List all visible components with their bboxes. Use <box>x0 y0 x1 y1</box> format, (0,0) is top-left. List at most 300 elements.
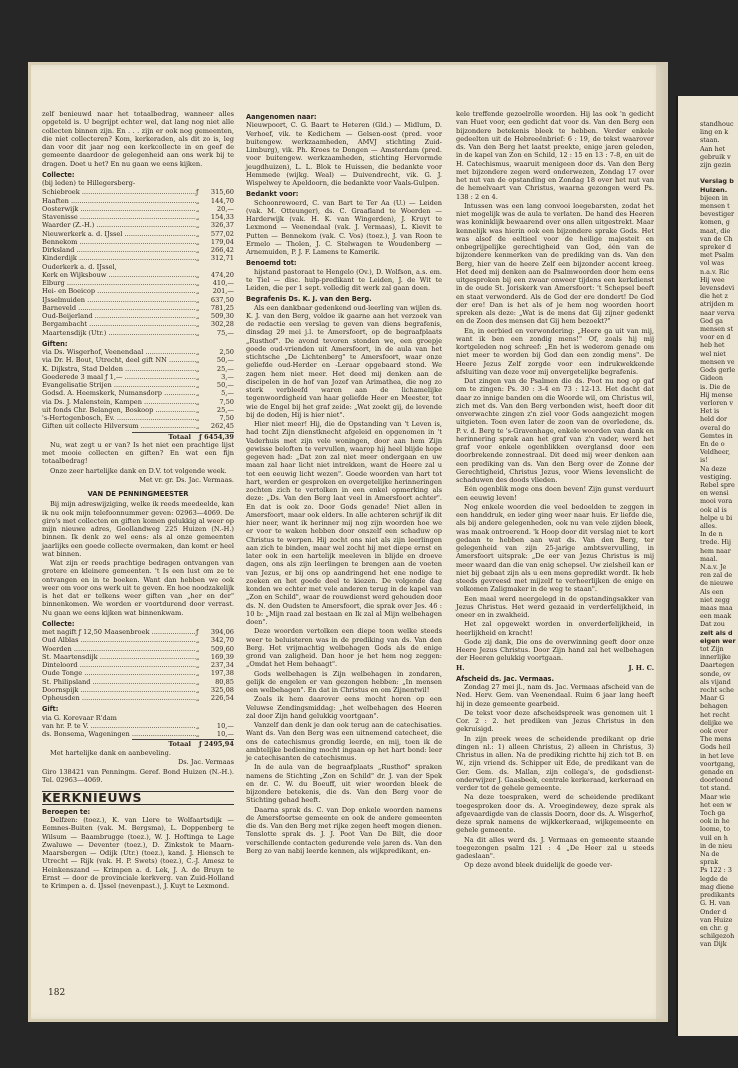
item-label: ds. Bonsema, Wageningen ..... <box>42 730 196 738</box>
currency-mark: „ <box>196 661 200 669</box>
currency-mark: „ <box>196 328 200 337</box>
paragraph: Dat zingen van de Psalmen die ds. Poot nu nog op gaf om te zingen: Ps. 30 : 3-4 en 73 : 12-13. Het dacht dat daar zo innige banden om die Woorde wil, om Christus wil, zich met ds. Van den Berg verbonden wist, heeft door dit onverwachte zingen z'n ziel voor Gods aangezicht mogen uitgieten. Toen even later de zoon van de overledene, ds. P. v. d. Berg te 's-Gravenhage, enkele woorden van dank en herinnering sprak aan het graf van z'n vader, werd het graf voor enkele ogenblikken overglansd door een doorbrekende zonnestraal. Dit deed mij weer denken aan een prediking van ds. Van den Berg over de Zonne der Gerechtigheid, Christus Jezus, voor Wiens levenslicht de schaduwen des doods vlieden. <box>456 377 654 484</box>
item-label: Elburg ..... <box>42 279 196 287</box>
text-line: maas maa <box>700 603 733 612</box>
paragraph: De tekst voor deze afscheidspreek was genomen uit 1 Cor. 2 : 2. het prediken van Jezus Christus in den gekruisigd. <box>456 708 654 734</box>
item-label: met nagift ƒ 12,50 Maasenbroek ..... <box>42 628 196 636</box>
item-amount: 179,04 <box>210 237 234 246</box>
paragraph: zelf benieuwd naar het totaalbedrag, wanneer alles opgeteld is. U begrijpt echter wel, dat lang nog niet alle collecten binnen zijn. En . . . zijn er ook nog gemeenten, die niet collecteren? Kom, kerkeraden, als dit zo is, leg dan voor dit jaar nog een kerkcollecte in en geef de gemeente daardoor de gelegenheid aan ons werk bij te dragen. Doet u het? En nu gaan we eens kijken. <box>42 110 234 168</box>
item-label: Hei- en Boeicop ..... <box>42 287 196 295</box>
item-amount: 7,50 <box>219 414 234 422</box>
text-line: doorloond <box>700 776 733 785</box>
text-line: Na deze <box>700 464 727 473</box>
item-label: via Ds. Wisgerhof, Veenendaal ..... <box>42 348 196 356</box>
item-amount: 75,— <box>216 328 234 337</box>
currency-mark: „ <box>196 270 200 279</box>
text-line: mag diene <box>700 882 734 891</box>
text-line: zijn gezin <box>700 161 731 170</box>
paragraph: Zondag 27 mei jl., nam ds. Jac. Vermaas afscheid van de Ned. Herv. Gem. van Veenendaal. Ruim 6 jaar lang heeft hij in deze gemeente gearbeid. <box>456 683 654 708</box>
text-line: standhouc <box>700 120 734 128</box>
list-item <box>42 254 234 262</box>
text-line: genade en <box>700 768 734 777</box>
item-label: via Ds. J. Malenstein, Kampen ..... <box>42 398 196 406</box>
list-item <box>42 661 234 669</box>
text-line: is! <box>700 456 708 465</box>
item-amount: 20,— <box>216 204 234 213</box>
item-label: Waarder (Z.-H.) ..... <box>42 221 196 229</box>
text-line: Maar G <box>700 694 725 703</box>
text-line: delijke we <box>700 718 733 727</box>
text-line: Maar wie <box>700 792 731 801</box>
list-item <box>42 287 234 295</box>
list-item <box>42 304 234 312</box>
paragraph: Daarna sprak ds. C. van Dop enkele woorden namens de Amersfoortse gemeente en ook de andere gemeenten die ds. Van den Berg met rijke zegen heeft mogen dienen. Tenslotte sprak ds. J. J. Poot Van De Bilt, die door verschillende contacten gedurende vele jaren ds. Van den Berg zo van nabij leerde kennen, als wijkpredikant, en- <box>246 805 442 855</box>
list-item <box>42 188 234 196</box>
currency-mark: „ <box>196 254 200 263</box>
currency-mark: „ <box>196 669 200 678</box>
item-amount: 302,28 <box>210 320 234 329</box>
list-item <box>42 329 234 337</box>
item-amount: 315,60 <box>210 188 234 197</box>
item-label: Ouderkerk a. d. IJssel, <box>42 262 117 271</box>
currency-mark: „ <box>196 721 200 730</box>
giro-text: Giro 138421 van Penningm. Geref. Bond Huizen (N.-H.). Tel. 02963—4069. <box>42 768 234 785</box>
thanks-text: Onze zeer hartelijke dank en D.V. tot volgende week. <box>50 466 227 475</box>
text-line: staan. <box>700 136 720 145</box>
paragraph: Het zal opgewekt worden in onverderfelijkheid, in heerlijkheid en kracht! <box>456 620 654 637</box>
aangenomen-heading: Aangenomen naar: <box>246 113 317 121</box>
total-value: ƒ 6454,39 <box>199 432 234 441</box>
text-line: Gods gerle <box>700 366 736 375</box>
text-line: voor en d <box>700 333 731 342</box>
text-line: niet zegg <box>700 595 730 604</box>
text-line: maal. <box>700 554 718 563</box>
currency-mark: „ <box>196 636 200 645</box>
currency-mark: „ <box>196 303 200 312</box>
item-label: 's-Hertogenbosch, Ev. ..... <box>42 414 196 422</box>
column-2 <box>246 110 442 856</box>
benoemd-heading: Benoemd tot: <box>246 259 297 268</box>
list-item <box>42 381 234 389</box>
text-line: komen, g <box>700 218 730 227</box>
total2-row <box>132 739 234 748</box>
bedankt-heading: Bedankt voor: <box>246 190 299 199</box>
item-amount: 144,70 <box>210 196 234 205</box>
item-amount: 474,20 <box>210 270 234 279</box>
list-item <box>42 389 234 397</box>
text-line: predikants <box>700 891 735 900</box>
list-item <box>42 373 234 381</box>
currency-mark: „ <box>196 287 200 296</box>
text-line: ook in he <box>700 817 730 826</box>
benoemd-text: hijstand pastoraat te Hengelo (Ov.), D. Wolfson, a.s. em. te Tiel — disc. hulp-predikant te Leiden, J. de Wit te Leiden, die per 1 sept. volledig dit werk zal gaan doen. <box>246 267 442 292</box>
text-line: Gemtes in <box>700 431 733 440</box>
item-label: St. Philipsland ..... <box>42 678 196 686</box>
adjacent-page <box>676 96 738 1036</box>
list-item <box>42 406 234 414</box>
item-amount: 201,— <box>212 287 234 296</box>
text-line: Daartegen <box>700 661 735 670</box>
text-line: Hij mense <box>700 390 733 399</box>
list-item <box>42 678 234 686</box>
text-line: in het leve <box>700 751 734 760</box>
adjacent-page-text <box>700 120 738 949</box>
collecte2-heading: Collecte: <box>42 619 75 628</box>
item-label: Stavenisse ..... <box>42 213 196 221</box>
item-label: Schiebroek ..... <box>42 188 196 196</box>
item-label: St. Maartensdijk ..... <box>42 653 196 661</box>
text-line: In de n <box>700 530 723 539</box>
item-amount: 577,02 <box>210 229 234 238</box>
item-amount: 781,25 <box>210 303 234 312</box>
list-item <box>42 279 234 287</box>
item-label: Godsd. A. Heemskerk, Numansdorp ..... <box>42 389 196 397</box>
currency-mark: „ <box>196 644 200 653</box>
text-line: die het z <box>700 292 728 301</box>
begrafenis-continued <box>456 110 654 663</box>
currency-mark: „ <box>196 279 200 287</box>
item-amount: 3,— <box>221 372 234 381</box>
paragraph: Gode zij dank, Die ons de overwinning geeft door onze Heere Jezus Christus. Door Zijn hand zal het welbehagen der Heeren gelukkig voortgaan. <box>456 637 654 663</box>
item-amount: 7,50 <box>219 397 234 406</box>
text-line: vestiging. <box>700 472 732 481</box>
list-item <box>42 398 234 406</box>
afscheid-text <box>456 683 654 870</box>
text-line: eigen wer <box>700 636 736 645</box>
paragraph: In de aula van de begraafplaats „Rusthof" spraken namens de Stichting „Zon en Schild" dr. J. van der Spek en dr. C. W. du Boeuff, uit wier woorden bleek de bijzondere betekenis, die ds. Van den Berg voor de Stichting gehad heeft. <box>246 763 442 805</box>
penningmeester-text <box>42 500 234 617</box>
item-amount: 237,34 <box>210 661 234 669</box>
text-line: wel niet <box>700 349 726 358</box>
currency-mark: „ <box>196 364 200 373</box>
text-line: sonde, ov <box>700 669 731 678</box>
currency-mark: „ <box>196 213 200 221</box>
text-line: Ps 122 : 3 <box>700 866 732 875</box>
item-amount: 342,70 <box>210 636 234 645</box>
paragraph: Zoals ik hem daarover eens mocht horen op een Veluwse Zendingsmiddag: „het welbehagen des Heeren zal door Zijn hand gelukkig voortgaan". <box>246 695 442 720</box>
item-amount: 394,06 <box>210 628 234 636</box>
text-line: atrijden m <box>700 300 734 309</box>
signature2: Ds. Jac. Vermaas <box>177 757 234 766</box>
item-amount: 154,33 <box>210 213 234 221</box>
text-line: sprak <box>700 858 719 867</box>
list-item <box>42 653 234 661</box>
list-item <box>42 365 234 373</box>
text-line: levensdevi <box>700 284 735 293</box>
item-amount <box>204 263 234 271</box>
text-line: voortgang, <box>700 759 736 768</box>
text-line: Het is <box>700 407 720 416</box>
currency-mark <box>196 263 204 271</box>
currency-mark: „ <box>196 372 200 381</box>
text-line: een maak <box>700 612 732 621</box>
text-line: is. Die de <box>700 382 731 391</box>
currency-mark: „ <box>196 381 200 389</box>
item-label: via Dr. H. Bout, Utrecht, deel gift NN ..... <box>42 356 196 364</box>
text-line: Gods heil <box>700 743 731 752</box>
list-item <box>42 348 234 356</box>
text-line: mensen ve <box>700 357 735 366</box>
text-line: van Huize <box>700 915 733 924</box>
collecte-subheading: (bij leden) te Hillegersberg- <box>42 179 136 187</box>
item-label: Opheusden ..... <box>42 694 196 702</box>
currency-mark: „ <box>196 348 200 356</box>
list-item <box>42 730 234 738</box>
newspaper-page <box>28 62 668 1022</box>
text-line: Verslag b <box>700 177 734 186</box>
bedankt-text: Schoonrewoerd, C. van Bart te Ter Aa (U.) — Leiden (vak. M. Otteunger), ds. C. Graafland te Woerden — Harderwijk (vak. H. K. van Wingerden), J. Kruyt te Lexmond — Veenendaal (vak. J. Vermaas), L. Kievit te Putten — Bennekom (vak. C. Vos) (toez.), J. van Roon te Ermelo — Tholen, J. C. Stelwagen te Woudenberg — Arnemuiden, P. J. F. Lamens te Kamerik. <box>246 198 442 256</box>
text-line: het recht <box>700 710 730 719</box>
gift2-list <box>42 714 234 739</box>
text-line: schilgezoh <box>700 932 735 941</box>
currency-mark: „ <box>196 405 200 414</box>
text-line: in de nieu <box>700 841 733 850</box>
text-line: bevestiger <box>700 210 735 219</box>
item-amount: 226,54 <box>210 694 234 702</box>
text-line: spreker d <box>700 243 732 252</box>
paragraph: Een maal werd neergelegd in de opstandingsakker van Jezus Christus. Het werd gezaaid in verderfelijkheid, in oneer en in zwakheid. <box>456 594 654 619</box>
currency-mark: „ <box>196 389 200 398</box>
currency-mark: „ <box>196 397 200 406</box>
paragraph: kele treffende gezoelrolle woorden. Hij las ook 'n gedicht van Huet voor, een gedicht dat voor ds. Van den Berg een bijzondere betekenis bleek te hebben. Verder enkele gedeelten uit de Hebreeënbrief: 6 : 19, de tekst waarover ds. Van den Berg het laatst preekte, enige jaren geleden, in de kapel van Zon en Schild, 12 : 15 en 13 : 7-8, en uit de H. Catechismus, waaruit menigeen door ds. Van den Berg met bijzondere zegen werd onderwezen, Zondag 17 over het nut van de opstanding en Zondag 18 over het nut van de hemelvaart van Christus, waarna gezongen werd Ps. 138 : 2 en 4. <box>456 110 654 201</box>
text-line: ook over <box>700 727 728 736</box>
item-label: Oud-Beijerland ..... <box>42 312 196 320</box>
item-amount: 25,— <box>216 364 234 373</box>
currency-mark: „ <box>196 652 200 661</box>
text-line: het een w <box>700 800 732 809</box>
item-label: uit fonds Chr. Belangen, Boskoop ..... <box>42 406 196 414</box>
text-line: mensen t <box>700 202 730 211</box>
text-line: Onder d <box>700 907 727 916</box>
list-item <box>42 263 234 271</box>
text-line: G. H. van <box>700 899 731 908</box>
paragraph: Als een dankbaar gedenkend oud-leerling van wijlen ds. K. J. van den Berg, voldoe ik gaarne aan het verzoek van de redactie een verslag te geven van diens begrafenis, dinsdag 29 mei j.l. te Amersfoort, op de begraafplaats „Rusthof". De avond tevoren stonden we, een groepje goede oud-vrienden uit Amersfoort, in de aula van het stichtsche „De Lichtenberg" te Amersfoort, waar onze geliefde oud-Herder en -Leraar opgebaard stond. We zagen hem niet meer. Het deed mij denken aan de discipelen in de hof van Jozef van Arimathea, die nog zo sterk verbleefd waren aan de lichamelijke tegenwoordigheid van haar geliefde Heer en Meester, tot wie de Engel bij het graf zeide: „Wat zoekt gij, de levende bij de doden, Hij is hier niet". <box>246 303 442 419</box>
text-line: maat, die <box>700 226 731 235</box>
penningmeester-heading: VAN DE PENNINGMEESTER <box>87 490 189 498</box>
item-label: Oude Tonge ..... <box>42 669 196 677</box>
list-item <box>42 238 234 246</box>
item-amount: 80,85 <box>215 677 234 686</box>
text-line: God ga <box>700 316 723 325</box>
currency-mark: „ <box>196 229 200 238</box>
list-item <box>42 628 234 636</box>
list-item <box>42 722 234 730</box>
after-total-text: Nu, wat zegt u er van? Is het niet een prachtige lijst met mooie collecten en giften? En wat een fijn totaalbedrag! <box>42 440 234 466</box>
beroepen-text: Delfzen: (toez.), K. van Llere te Wolfaartsdijk — Eemnes-Buiten (vak. M. Bergsma), L. Doppenberg te Wilsum — Baambrugge (toez.), W. J. Hoftinga te Lage Zwaluwe — Deventer (toez.), D. Zinkstok te Maarn-Maarsbergen — Odijk (Utr.) (toez.), kand. J. Hiensch te Utrecht — Rijk (vak. H. P. Swets) (toez.), C.-J. Amesz te Heinkenszand — Krimpen a. d. Lek, J. A. de Bruyn te Ernst — door de provinciale kerkverg. van Zuid-Holland te Krimpen a. d. IJssel (nevenpast.), J. Kuyt te Lexmond. <box>42 816 234 890</box>
item-label: Bergambacht ..... <box>42 320 196 328</box>
item-amount: 5,— <box>221 389 234 398</box>
text-line: Aan het <box>700 144 726 153</box>
item-label: Goederede 3 maal ƒ 1,— ..... <box>42 373 196 381</box>
paragraph: Gods welbehagen is Zijn welbehagen in zondaren, gelijk de engelen er van gezongen hebben: „In mensen een welbehagen". En dat in Christus en om Zijnentwil! <box>246 669 442 694</box>
text-line: en wensi <box>700 489 729 498</box>
text-line: ren zal de <box>700 571 733 580</box>
giften-heading: Giften: <box>42 339 68 348</box>
paragraph: Bij mijn adreswijziging, welke ik reeds meedeelde, kan ik nu ook mijn telefoonnummer geven: 02963—4069. De giro's met collecten en giften komen gelukkig al weer op mijn nieuwe adres, Goollandweg 225 Huizen (N.-H.) binnen. Ik denk zo wel eens: als al onze gemeenten jaarlijks een goede collecte overmaken, dan komt er heel wat binnen. <box>42 500 234 558</box>
article-signature <box>456 664 654 672</box>
text-line: Huizen. <box>700 185 728 194</box>
paragraph: En, in eerbied en verwondering: „Heere ga uit van mij, want ik ben een zondig mens!" Of, zoals hij mij kortgeleden nog schreef: „En het is wederom genade om niet meer te worden bij God dan een zondig mens". De Heere Jezus Zelf zorgde voor een indrukwekkende afsluiting van deze voor mij onvergetelijke begrafenis. <box>456 326 654 376</box>
text-line <box>700 169 738 177</box>
currency-mark: ƒ <box>196 188 199 197</box>
list-item <box>42 246 234 254</box>
text-line: Gideon <box>700 374 723 383</box>
text-line: verloren v <box>700 398 733 407</box>
currency-mark: „ <box>196 356 200 365</box>
item-label: K. Dijkstra, Stad Delden ..... <box>42 365 196 373</box>
paragraph: Hier niet meer! Hij, die de Opstanding van 't Leven is, had tocht Zijn dienstknecht afgeleid en opgenomen in 't Vaderhuis met zijn vele woningen, door aan hem Zijn gewisse beloften te vervullen, waarop hij heel blijde hope gegeven had: „Dat zon zal niet meer ondergaan en uw maan zal haar licht niet intrekken, want de Heere zal u tot een eeuwig licht wezen". Goede woorden van hart tot hart, werden er gesproken en overgetelijke herinneringen zochten zich te vertolken in een enkel opmerking als deze: „Ds. Van den Berg laat veel in Amersfoort achter". En dat is ook zo. Door Gods genade! Niet allen in Amersfoort, maar ook elders. In alle achteren schrijf ik dit hier neer, want ik herinner mij nog zijn woorden hoe we er voor te waken hebben door onszelf een schaduw op Christus te werpen. Hij zocht ons niet als zijn leerlingen aan zich te binden, maar wel zocht hij met diepe ernst en later ook in een hartelijk meeleven in blijde en droeve dagen, ons als zijn leerlingen te brengen aan de voeten van Jezus, er bij ons op aandringend het ene nodige te zoeken en het goede deel te kiezen. De volgende dag konden we echter met vele anderen terug in de kapel van „Zon en Schild", waar de rouwdienst werd gehouden door ds. N. den Oudsten te Amersfoort, die sprak over Jes. 46 : 10 b: „Mijn raad zal bestaan en Ik zal al Mijn welbehagen doen". <box>246 420 442 626</box>
item-amount: 325,08 <box>210 685 234 694</box>
paragraph: Deze woorden vertolken een diepe toon welke steeds weer te beluisteren was in de prediking van ds. Van den Berg. Het vrijmachtig welbehagen Gods als de enige grond van zaligheid. Dan hoor je het hem nog zeggen: „Omdat het Hem behaagt". <box>246 627 442 669</box>
text-line: innerlijke <box>700 653 731 662</box>
paragraph: In zijn preek wees de scheidende predikant op drie dingen nl.: 1) alleen Christus, 2) alleen in Christus, 3) Christus in allen. Na de prediking richtte hij zich tot B. en W., zijn vriend ds. Schipper uit Ede, de predikant van de Ger. Gem. ds. Mallan, zijn collega's, de godsdienst-onderwijzer J. Gaasbeek, centrale kerkeraad, kerkeraad en verder tot de gehele gemeente. <box>456 734 654 792</box>
total-label: Totaal <box>168 432 192 441</box>
item-amount: 50,— <box>216 381 234 389</box>
collecte-list <box>42 188 234 337</box>
currency-mark: „ <box>196 422 200 431</box>
text-line: n.a.v. Ric <box>700 267 730 276</box>
currency-mark: „ <box>196 246 200 254</box>
afscheid-heading: Afscheid ds. Jac. Vermaas. <box>456 674 554 683</box>
text-line: ling en k <box>700 128 729 137</box>
text-line: tot Zijn <box>700 645 724 653</box>
currency-mark: „ <box>196 312 200 320</box>
thanks2-text: Met hartelijke dank en aanbeveling. <box>50 748 171 757</box>
currency-mark: „ <box>196 677 200 686</box>
text-line: vuil en h <box>700 833 728 842</box>
item-label: van hr. P. te V. ..... <box>42 722 196 730</box>
paragraph: Na deze toespraken, werd de scheidende predikant toegesproken door ds. A. Vroegindewey, deze sprak als afgevaardigde van de classis Doorn, door ds. A. Wisgerhof, deze sprak namens de wijkkerkeraad, wijkgemeente en gehele gemeente. <box>456 793 654 835</box>
item-amount: 10,— <box>216 721 234 730</box>
text-line: Rebel spre <box>700 480 735 489</box>
list-item <box>42 230 234 238</box>
list-item <box>42 213 234 221</box>
list-item <box>42 422 234 430</box>
text-line: alles. <box>700 521 717 530</box>
text-line: Veldheer, <box>700 448 731 457</box>
paragraph: Vanzelf dan denk je dan ook terug aan de catechisaties. Want ds. Van den Berg was een uitnemend catecheet, die ons de catechismus grondig leerde, en mij, toen ik de ambtelijke bediening mocht ingaan op het hart bond: leer je catechisanten de catechismus. <box>246 721 442 762</box>
list-item <box>42 296 234 304</box>
list-item <box>42 271 234 279</box>
list-item <box>42 694 234 702</box>
text-line: hem naar <box>700 546 731 555</box>
kerknieuws-heading: KERKNIEUWS <box>42 791 234 805</box>
paragraph: Eén ogenblik moge ons doen beven! Zijn gunst verduurt een eeuwig leven! <box>456 485 654 502</box>
signature-left: H. <box>456 663 465 672</box>
item-label: Kinderdijk ..... <box>42 254 196 262</box>
gift2-heading: Gift: <box>42 705 59 714</box>
item-label: Maartensdijk (Utr.) ..... <box>42 329 196 337</box>
text-line: overal do <box>700 423 731 432</box>
currency-mark: „ <box>196 237 200 246</box>
list-item <box>42 714 234 722</box>
text-line: N.a.v. Je <box>700 562 727 571</box>
text-line: vol was <box>700 259 725 268</box>
text-line: mooi vora <box>700 497 733 506</box>
item-amount: 509,60 <box>210 644 234 653</box>
list-item <box>42 414 234 422</box>
text-line: bijeen in <box>700 193 728 202</box>
currency-mark: ƒ <box>196 628 199 636</box>
item-label: Barneveld ..... <box>42 304 196 312</box>
total-row <box>132 432 234 441</box>
text-line: behagen <box>700 702 728 711</box>
list-item <box>42 221 234 229</box>
text-line: tot stand. <box>700 784 731 793</box>
item-label: Haaften ..... <box>42 197 196 205</box>
item-label: Oud Alblas ..... <box>42 636 196 644</box>
text-line: en chr. g <box>700 923 729 932</box>
paragraph: Na dit alles werd ds. J. Vermaas en gemeente staande toegezongen psalm 121 : 4 „De Heer zal u steeds gadeslaan". <box>456 835 654 860</box>
list-item <box>42 686 234 694</box>
list-item <box>42 320 234 328</box>
begrafenis-text <box>246 304 442 856</box>
currency-mark: „ <box>196 196 200 205</box>
beroepen-heading: Beroepen te: <box>42 807 91 816</box>
list-item <box>42 669 234 677</box>
text-line: The mens <box>700 735 732 744</box>
text-line: Na de <box>700 850 720 859</box>
item-label: via G. Korevaar R'dam <box>42 713 117 722</box>
text-line: recht sche <box>700 686 734 695</box>
list-item <box>42 645 234 653</box>
text-line: Als een <box>700 587 724 596</box>
item-label: Bennekom ..... <box>42 238 196 246</box>
text-line: als vijand <box>700 677 731 686</box>
column-1 <box>42 110 234 891</box>
text-line: legde de <box>700 874 728 883</box>
total2-value: ƒ 2495,94 <box>199 740 234 749</box>
intro-text <box>42 110 234 168</box>
item-label: Kerk en Wijksbouw ..... <box>42 271 196 279</box>
text-line: trede. Hij <box>700 538 731 547</box>
total2-label: Totaal <box>168 740 192 749</box>
collecte-heading: Collecte: <box>42 170 75 179</box>
text-line: mensen st <box>700 325 734 334</box>
text-line: Hij wee <box>700 275 725 284</box>
paragraph: Intussen was een lang convooi loegebarsten, zodat het niet mogelijk was de aula te verlaten. De hand des Heeren was koninklijk bewaarend over ons allen uitgestrekt. Maar kennelijk was hierin ook een bijzondere sprake Gods. Het was alsof de eeltieel voor de heilige majesteit en onbegrijpelijke gerechtigheid van God, één van de bijzondere kenmerken van de prediking van ds. Van den Berg, hier van de heere Zelf een bijzonder accent kreeg. Het deed mij denken aan de Psalmwoorden door hem eens uitgesproken bij een zwaar onweer tijdens een kerkdienst in de oude St. Joriskerk van Amersfoort: 't Schepsel beeft en staat verwonderd. Als de God der ere dondert! De God der ere! Dan is het als of je hem nog woorden hoort spreken als deze: „Wat is de mens dat Gij zijner gedenkt en de Zoon des mensen dat Gij hem bezoekt?" <box>456 201 654 326</box>
item-amount <box>204 714 234 722</box>
list-item <box>42 197 234 205</box>
text-line: met Psalm <box>700 251 734 260</box>
list-item <box>42 205 234 213</box>
item-amount: 262,45 <box>210 422 234 431</box>
text-line: ook al is <box>700 505 727 514</box>
currency-mark: „ <box>196 414 200 422</box>
item-label: Oosterwijk ..... <box>42 205 196 213</box>
signature-right: J. H. C. <box>628 663 654 672</box>
giften-list <box>42 348 234 431</box>
item-amount: 197,38 <box>210 669 234 678</box>
item-amount: 509,30 <box>210 312 234 320</box>
text-line: de nieuwe <box>700 579 734 588</box>
item-amount: 410,— <box>212 279 234 287</box>
item-label: IJsselmuiden ..... <box>42 296 196 304</box>
item-label: Dinteloord ..... <box>42 661 196 669</box>
text-line: loome, to <box>700 825 731 834</box>
text-line: gebruik v <box>700 152 731 161</box>
item-label: Evangelisatie Strijen ..... <box>42 381 196 389</box>
list-item <box>42 636 234 644</box>
signature: Met vr. gr. Ds. Jac. Vermaas. <box>139 475 234 484</box>
text-line: En de o <box>700 439 725 448</box>
item-amount: 169,39 <box>210 652 234 661</box>
text-line: van de Ch <box>700 234 733 243</box>
item-amount: 266,42 <box>210 246 234 254</box>
collecte2-list <box>42 628 234 702</box>
item-label: Giften uit collecte Hilversum ..... <box>42 422 196 430</box>
currency-mark: „ <box>196 685 200 694</box>
